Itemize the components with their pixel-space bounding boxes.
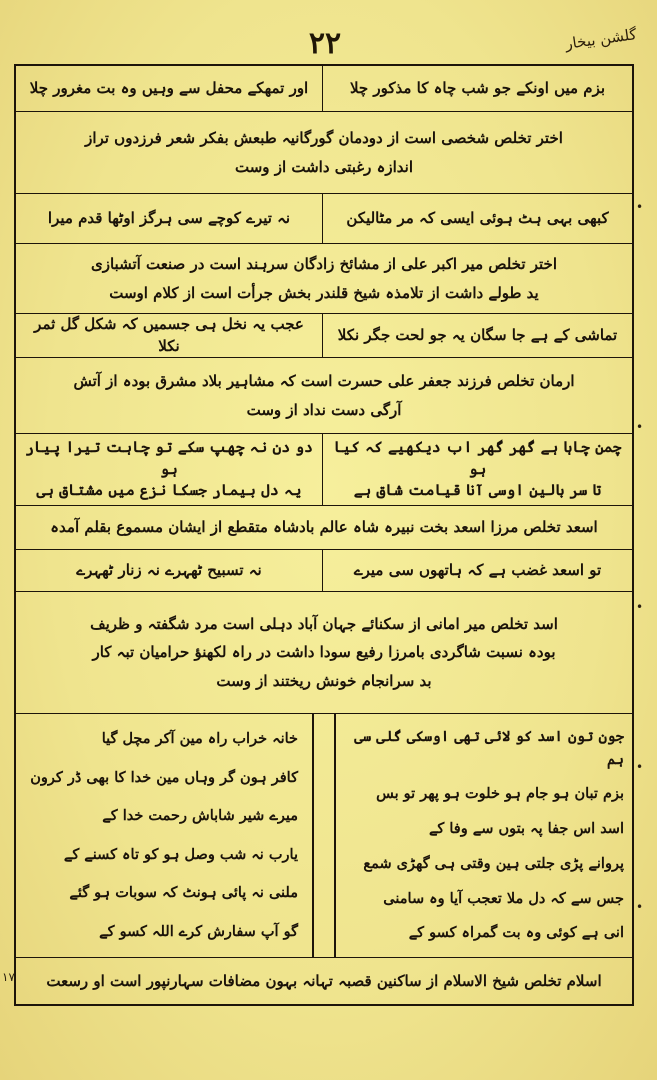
biography-line: اختر تخلص میر اکبر علی از مشائخ زادگان سرہند است در صنعت آتشبازی xyxy=(90,255,557,273)
hemistich: تا سر بالین اوسی آنا قیامت شاق ہے xyxy=(353,481,602,500)
couplet-row xyxy=(16,314,632,358)
hemistich: دو دن نہ چھپ سکے تو چاہت تیرا پیار ہو xyxy=(25,437,313,478)
page-header xyxy=(0,22,657,62)
biography-line: بودہ نسبت شاگردی بامرزا رفیع سودا داشت در راہ لکھنؤ حرامیان تبہ کار xyxy=(92,643,556,662)
couplet-first-hemistich: تماشی کے ہے جا سگان یہ جو لحت جگر نکلا xyxy=(322,314,632,357)
biography-line: اسد تخلص میر امانی از سکنائے جہان آباد دہلی است مرد شگفتہ و ظریف xyxy=(90,614,558,633)
couplet-row xyxy=(16,66,632,112)
running-title: گلشن بیخار xyxy=(564,25,638,53)
biography-row xyxy=(16,506,632,550)
column-divider xyxy=(334,714,336,957)
biography-line: ارمان تخلص فرزند جعفر علی حسرت است کہ مشاہیر بلاد مشرق بودہ از آتش xyxy=(73,372,575,390)
column-divider xyxy=(312,714,314,957)
biography-text xyxy=(16,358,632,433)
verse-line: انی ہے کوئی وہ بت گمراہ کسو کے xyxy=(408,924,624,942)
biography-line: اختر تخلص شخصی است از دودمان گورگانیہ طبعش بفکر شعر فرزدوں تراز xyxy=(85,129,563,147)
margin-dot: • xyxy=(636,900,644,914)
biography-text xyxy=(16,244,632,313)
biography-line: اسلام تخلص شیخ الاسلام از ساکنین قصبہ تہانہ بہون مضافات سہارنپور است او رسعت xyxy=(46,971,602,990)
biography-line: بد سرانجام خونش ریختند از وست xyxy=(216,671,432,690)
couplet-second-hemistich: عجب یہ نخل ہی جسمیں کہ شکل گل ثمر نکلا xyxy=(34,314,304,355)
couplet-second-hemistich: اور تمھکے محفل سے وہیں وہ بت مغرور چلا xyxy=(29,78,309,97)
verse-line: ملنی نہ پائی ہونٹ کہ سوبات ہو گئے xyxy=(69,884,298,902)
verse-line: کافر ہون گر وہاں مین خدا کا بھی ڈر کرون xyxy=(30,768,298,786)
first-hemistich-column xyxy=(322,434,632,505)
biography-row xyxy=(16,958,632,1004)
hemistich: چمن چاہا ہے گھر گھر اب دیکھیے کہ کیا ہو xyxy=(333,437,622,478)
couplet-row xyxy=(16,550,632,592)
couplet-first-hemistich: تو اسعد غضب ہے کہ ہاتھوں سی میرے xyxy=(322,550,632,591)
verses-row xyxy=(16,714,632,958)
text-frame xyxy=(14,64,634,1006)
biography-row xyxy=(16,592,632,714)
margin-dot: • xyxy=(636,760,644,774)
page-number: ۲۲ xyxy=(308,26,342,61)
couplet-second-hemistich: نہ تیرے کوچے سی ہرگز اوٹھا قدم میرا xyxy=(47,208,291,227)
verse-line: بزم تبان ہو جام ہو خلوت ہو پھر تو بس xyxy=(376,785,624,803)
verses-right-column xyxy=(342,714,632,957)
verse-line: پروانے پڑی جلتی ہین وقتی ہی گھڑی شمع xyxy=(363,854,624,872)
biography-text xyxy=(16,112,632,193)
couplet-row xyxy=(16,194,632,244)
hemistich: یہ دل بیمار جسکا نزع میں مشتاق ہی xyxy=(36,481,302,500)
biography-line: ید طولے داشت از تلامذہ شیخ قلندر بخش جرأت است از کلام اوست xyxy=(109,283,539,302)
couplets-row xyxy=(16,434,632,506)
verse-line: میرے شیر شاباش رحمت خدا کے xyxy=(102,807,298,825)
biography-row xyxy=(16,112,632,194)
verse-line: گو آپ سفارش کرے اللہ کسو کے xyxy=(99,922,298,940)
margin-dot: • xyxy=(636,600,644,614)
couplet-first-hemistich: بزم میں اونکے جو شب چاہ کا مذکور چلا xyxy=(322,66,632,111)
biography-line: اسعد تخلص مرزا اسعد بخت نبیرہ شاہ عالم بادشاہ متقطع از ایشان مسموع بقلم آمدہ xyxy=(50,518,598,537)
verse-line: جون تون اسد کو لائی تھی اوسکی گلی سی ہم xyxy=(354,728,624,768)
verse-line: خانہ خراب راہ مین آکر مچل گیا xyxy=(101,730,298,748)
margin-dot: • xyxy=(636,200,644,214)
margin-note: ۱۷ xyxy=(2,970,15,984)
verse-line: اسد اس جفا پہ بتوں سے وفا کے xyxy=(428,820,624,838)
biography-row xyxy=(16,244,632,314)
couplet-second-hemistich: نہ تسبیح ٹھہرے نہ زنار ٹھہرے xyxy=(76,560,262,579)
second-hemistich-column xyxy=(16,434,322,505)
biography-text xyxy=(16,958,632,1004)
biography-line: اندازہ رغبتی داشت از وست xyxy=(234,157,414,176)
verses-left-column xyxy=(16,714,306,957)
biography-text xyxy=(16,592,632,713)
verse-line: یارب نہ شب وصل ہو کو تاہ کسنے کے xyxy=(63,845,298,863)
verse-line: جس سے کہ دل ملا تعجب آیا وہ سامنی xyxy=(383,889,624,907)
margin-dot: • xyxy=(636,420,644,434)
couplet-first-hemistich: کبھی بہی ہٹ ہوئی ایسی کہ مر مٹالیکن xyxy=(322,194,632,243)
biography-row xyxy=(16,358,632,434)
biography-text xyxy=(16,506,632,549)
biography-line: آرگی دست نداد از وست xyxy=(246,400,402,419)
